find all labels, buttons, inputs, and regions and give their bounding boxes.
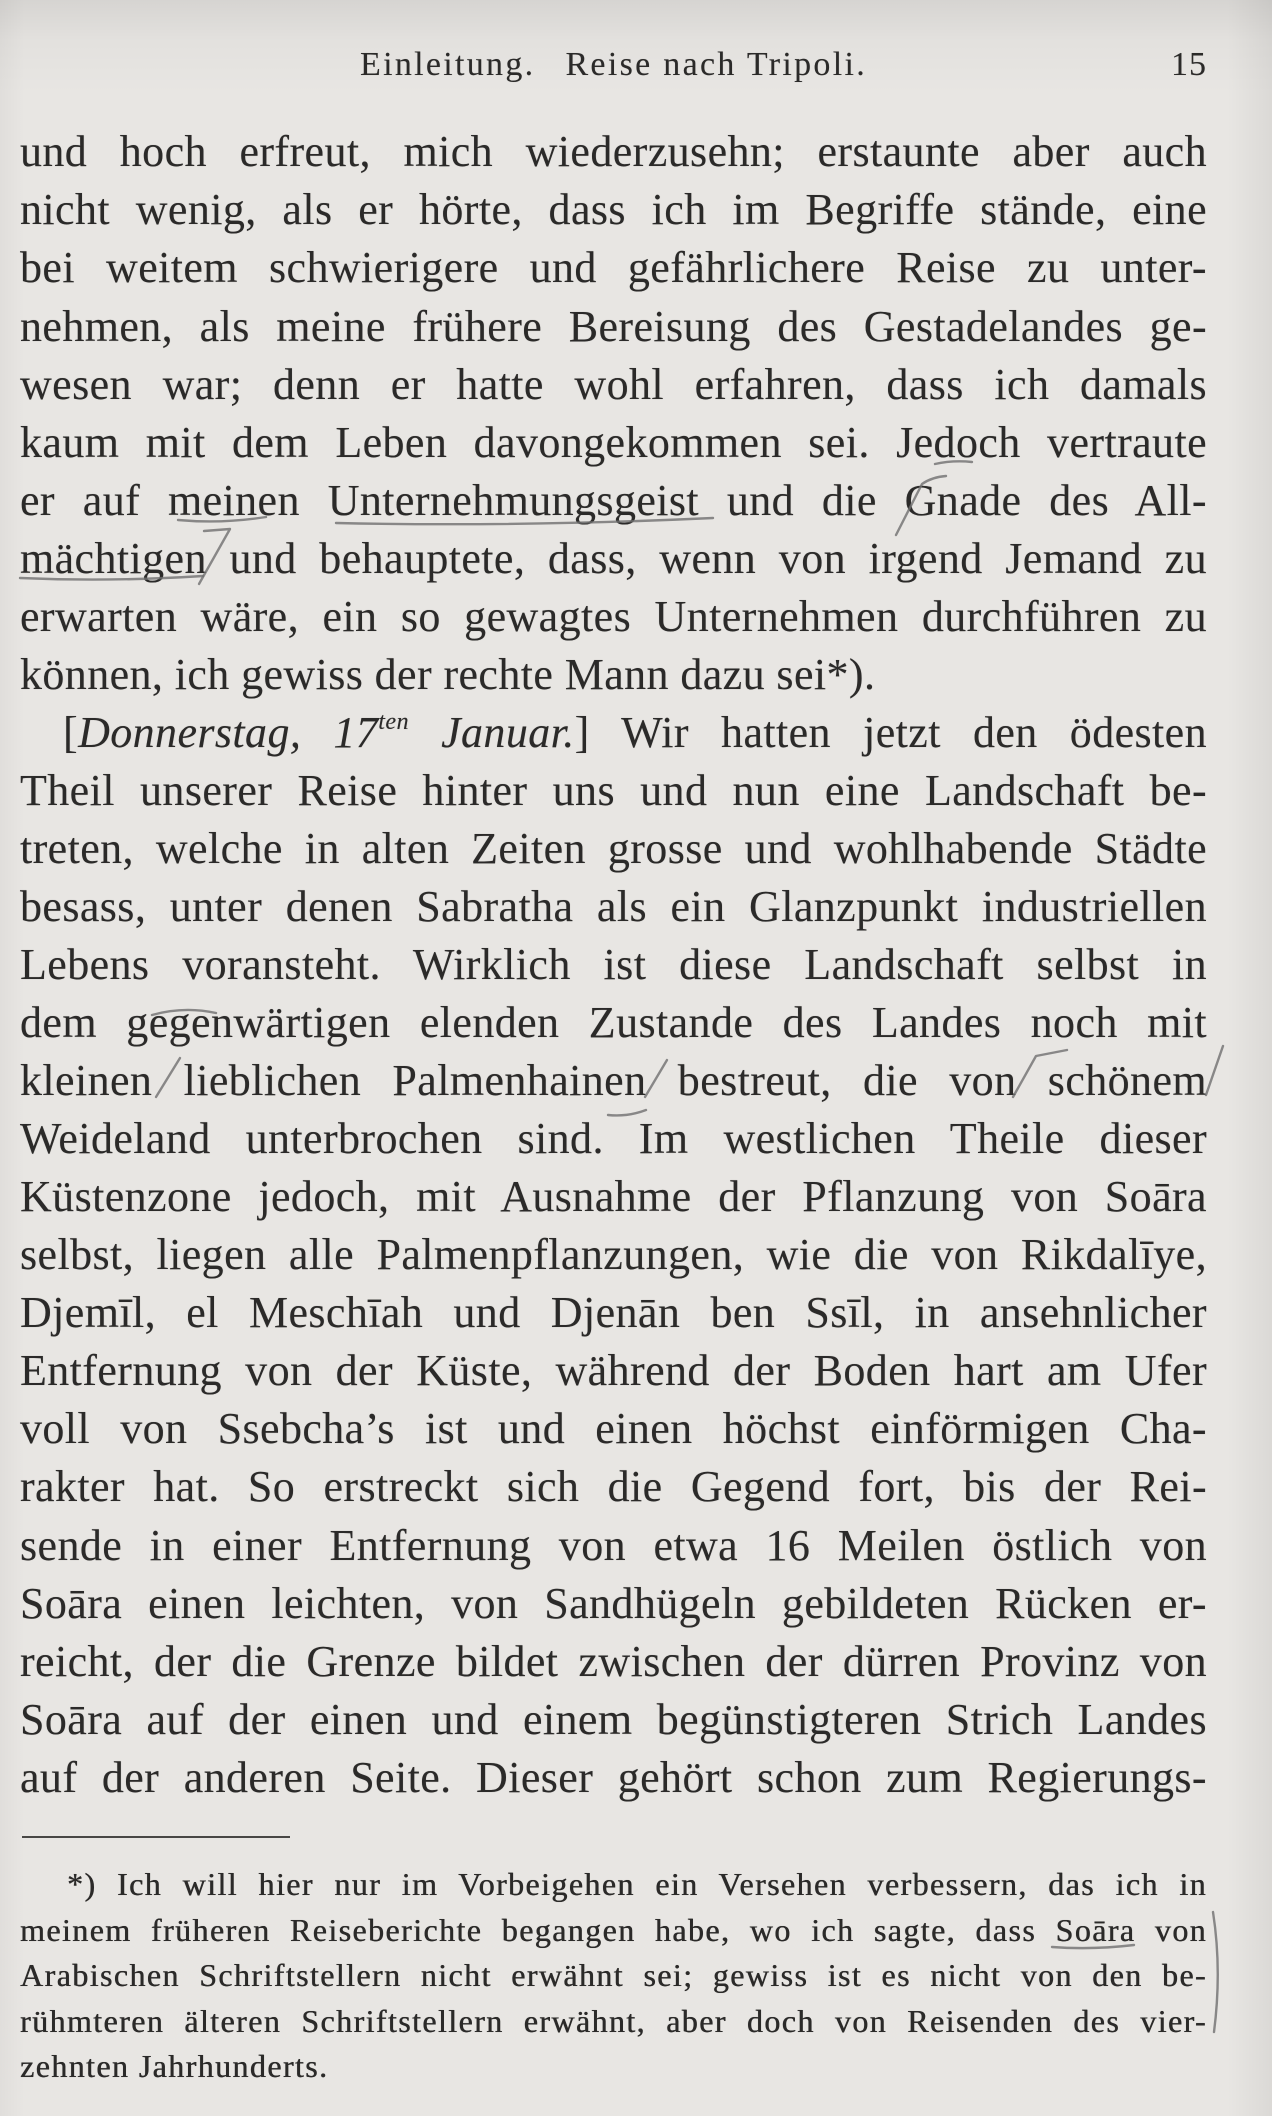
body-line: können, ich gewiss der rechte Mann dazu sei*). — [20, 649, 876, 699]
pencil-margin-bracket — [1213, 1912, 1218, 2032]
body-line: Lebens voransteht. Wirklich ist diese Landschaft selbst in — [20, 940, 1207, 990]
footnote-marker: *) — [67, 1866, 97, 1902]
body-line-dated — [20, 704, 1207, 762]
body-line: Djemīl, el Meschīah und Djenān ben Ssīl, in ansehnlicher — [20, 1288, 1207, 1338]
body-line: Soāra auf der einen und einem begünstigteren Strich Landes — [20, 1694, 1207, 1744]
body-line: auf der anderen Seite. Dieser gehört schon zum Regierungs- — [20, 1752, 1207, 1802]
footnote-line: meinem früheren Reiseberichte begangen habe, wo ich sagte, dass Soāra von — [20, 1911, 1207, 1948]
running-head-title: Reise nach Tripoli. — [565, 46, 867, 83]
date-day: 17 — [333, 707, 379, 757]
footnote-line: Arabischen Schriftstellern nicht erwähnt sei; gewiss ist es nicht von den be- — [20, 1957, 1207, 1993]
date-weekday: Donnerstag, — [78, 707, 302, 757]
page-number: 15 — [1171, 46, 1207, 83]
body-line: sende in einer Entfernung von etwa 16 Meilen östlich von — [20, 1520, 1207, 1570]
body-line: wesen war; denn er hatte wohl erfahren, dass ich damals — [20, 359, 1207, 409]
body-line: nehmen, als meine frühere Bereisung des Gestadelandes ge- — [20, 301, 1207, 351]
body-line: er auf meinen Unternehmungsgeist und die Gnade des All- — [20, 475, 1207, 525]
paragraph-1 — [20, 123, 1207, 703]
date-open-bracket: [ — [63, 707, 79, 757]
body-line: selbst, liegen alle Palmenpflanzungen, wie die von Rikdalīye, — [20, 1230, 1207, 1280]
date-day-suffix: ten — [378, 707, 409, 735]
main-text — [20, 123, 1207, 1806]
footnote-text: Ich will hier nur im Vorbeigehen ein Versehen verbessern, das ich in — [116, 1866, 1208, 1902]
paragraph-2 — [20, 704, 1207, 1807]
footnote-separator — [22, 1836, 290, 1838]
running-title — [20, 43, 1207, 87]
body-line: nicht wenig, als er hörte, dass ich im Begriffe stände, eine — [20, 185, 1207, 235]
body-line: Theil unserer Reise hinter uns und nun eine Landschaft be- — [20, 765, 1207, 815]
body-line: Entfernung von der Küste, während der Boden hart am Ufer — [20, 1346, 1207, 1396]
body-line: treten, welche in alten Zeiten grosse und wohlhabende Städte — [20, 823, 1207, 873]
footnote-line — [20, 1862, 1207, 1908]
footnote-line: zehnten Jahrhunderts. — [20, 2048, 329, 2084]
body-line: rakter hat. So erstreckt sich die Gegend fort, bis der Rei- — [20, 1462, 1207, 1512]
date-month: Januar. — [441, 707, 575, 757]
body-line: Soāra einen leichten, von Sandhügeln gebildeten Rücken er- — [20, 1578, 1207, 1628]
body-line: Weideland unterbrochen sind. Im westlichen Theile dieser — [20, 1114, 1207, 1164]
footnote-line: rühmteren älteren Schriftstellern erwähnt, aber doch von Reisenden des vier- — [20, 2002, 1207, 2039]
body-line: erwarten wäre, ein so gewagtes Unternehmen durchführen zu — [20, 591, 1207, 641]
body-line: und hoch erfreut, mich wiederzusehn; erstaunte aber auch — [20, 127, 1207, 177]
body-line: dem gegenwärtigen elenden Zustande des Landes noch mit — [20, 998, 1207, 1048]
running-head-section: Einleitung. — [360, 46, 536, 83]
body-line: kleinen lieblichen Palmenhainen bestreut, die von schönem — [20, 1056, 1207, 1106]
footnote — [20, 1862, 1207, 2090]
body-line: Küstenzone jedoch, mit Ausnahme der Pflanzung von Soāra — [20, 1172, 1207, 1222]
body-line: reicht, der die Grenze bildet zwischen der dürren Provinz von — [20, 1636, 1207, 1686]
running-head — [20, 43, 1207, 87]
body-line: voll von Ssebcha’s ist und einen höchst einförmigen Cha- — [20, 1404, 1207, 1454]
body-line: kaum mit dem Leben davongekommen sei. Jedoch vertraute — [20, 417, 1207, 467]
body-line: besass, unter denen Sabratha als ein Glanzpunkt industriellen — [20, 882, 1207, 931]
pencil-slash-schoenem — [1206, 1046, 1223, 1095]
body-line: mächtigen und behauptete, dass, wenn von irgend Jemand zu — [20, 533, 1207, 583]
body-line: bei weitem schwierigere und gefährlichere Reise zu unter- — [20, 243, 1207, 293]
body-line-text: Wir hatten jetzt den ödesten — [621, 707, 1208, 757]
date-close-bracket: ] — [574, 707, 590, 757]
